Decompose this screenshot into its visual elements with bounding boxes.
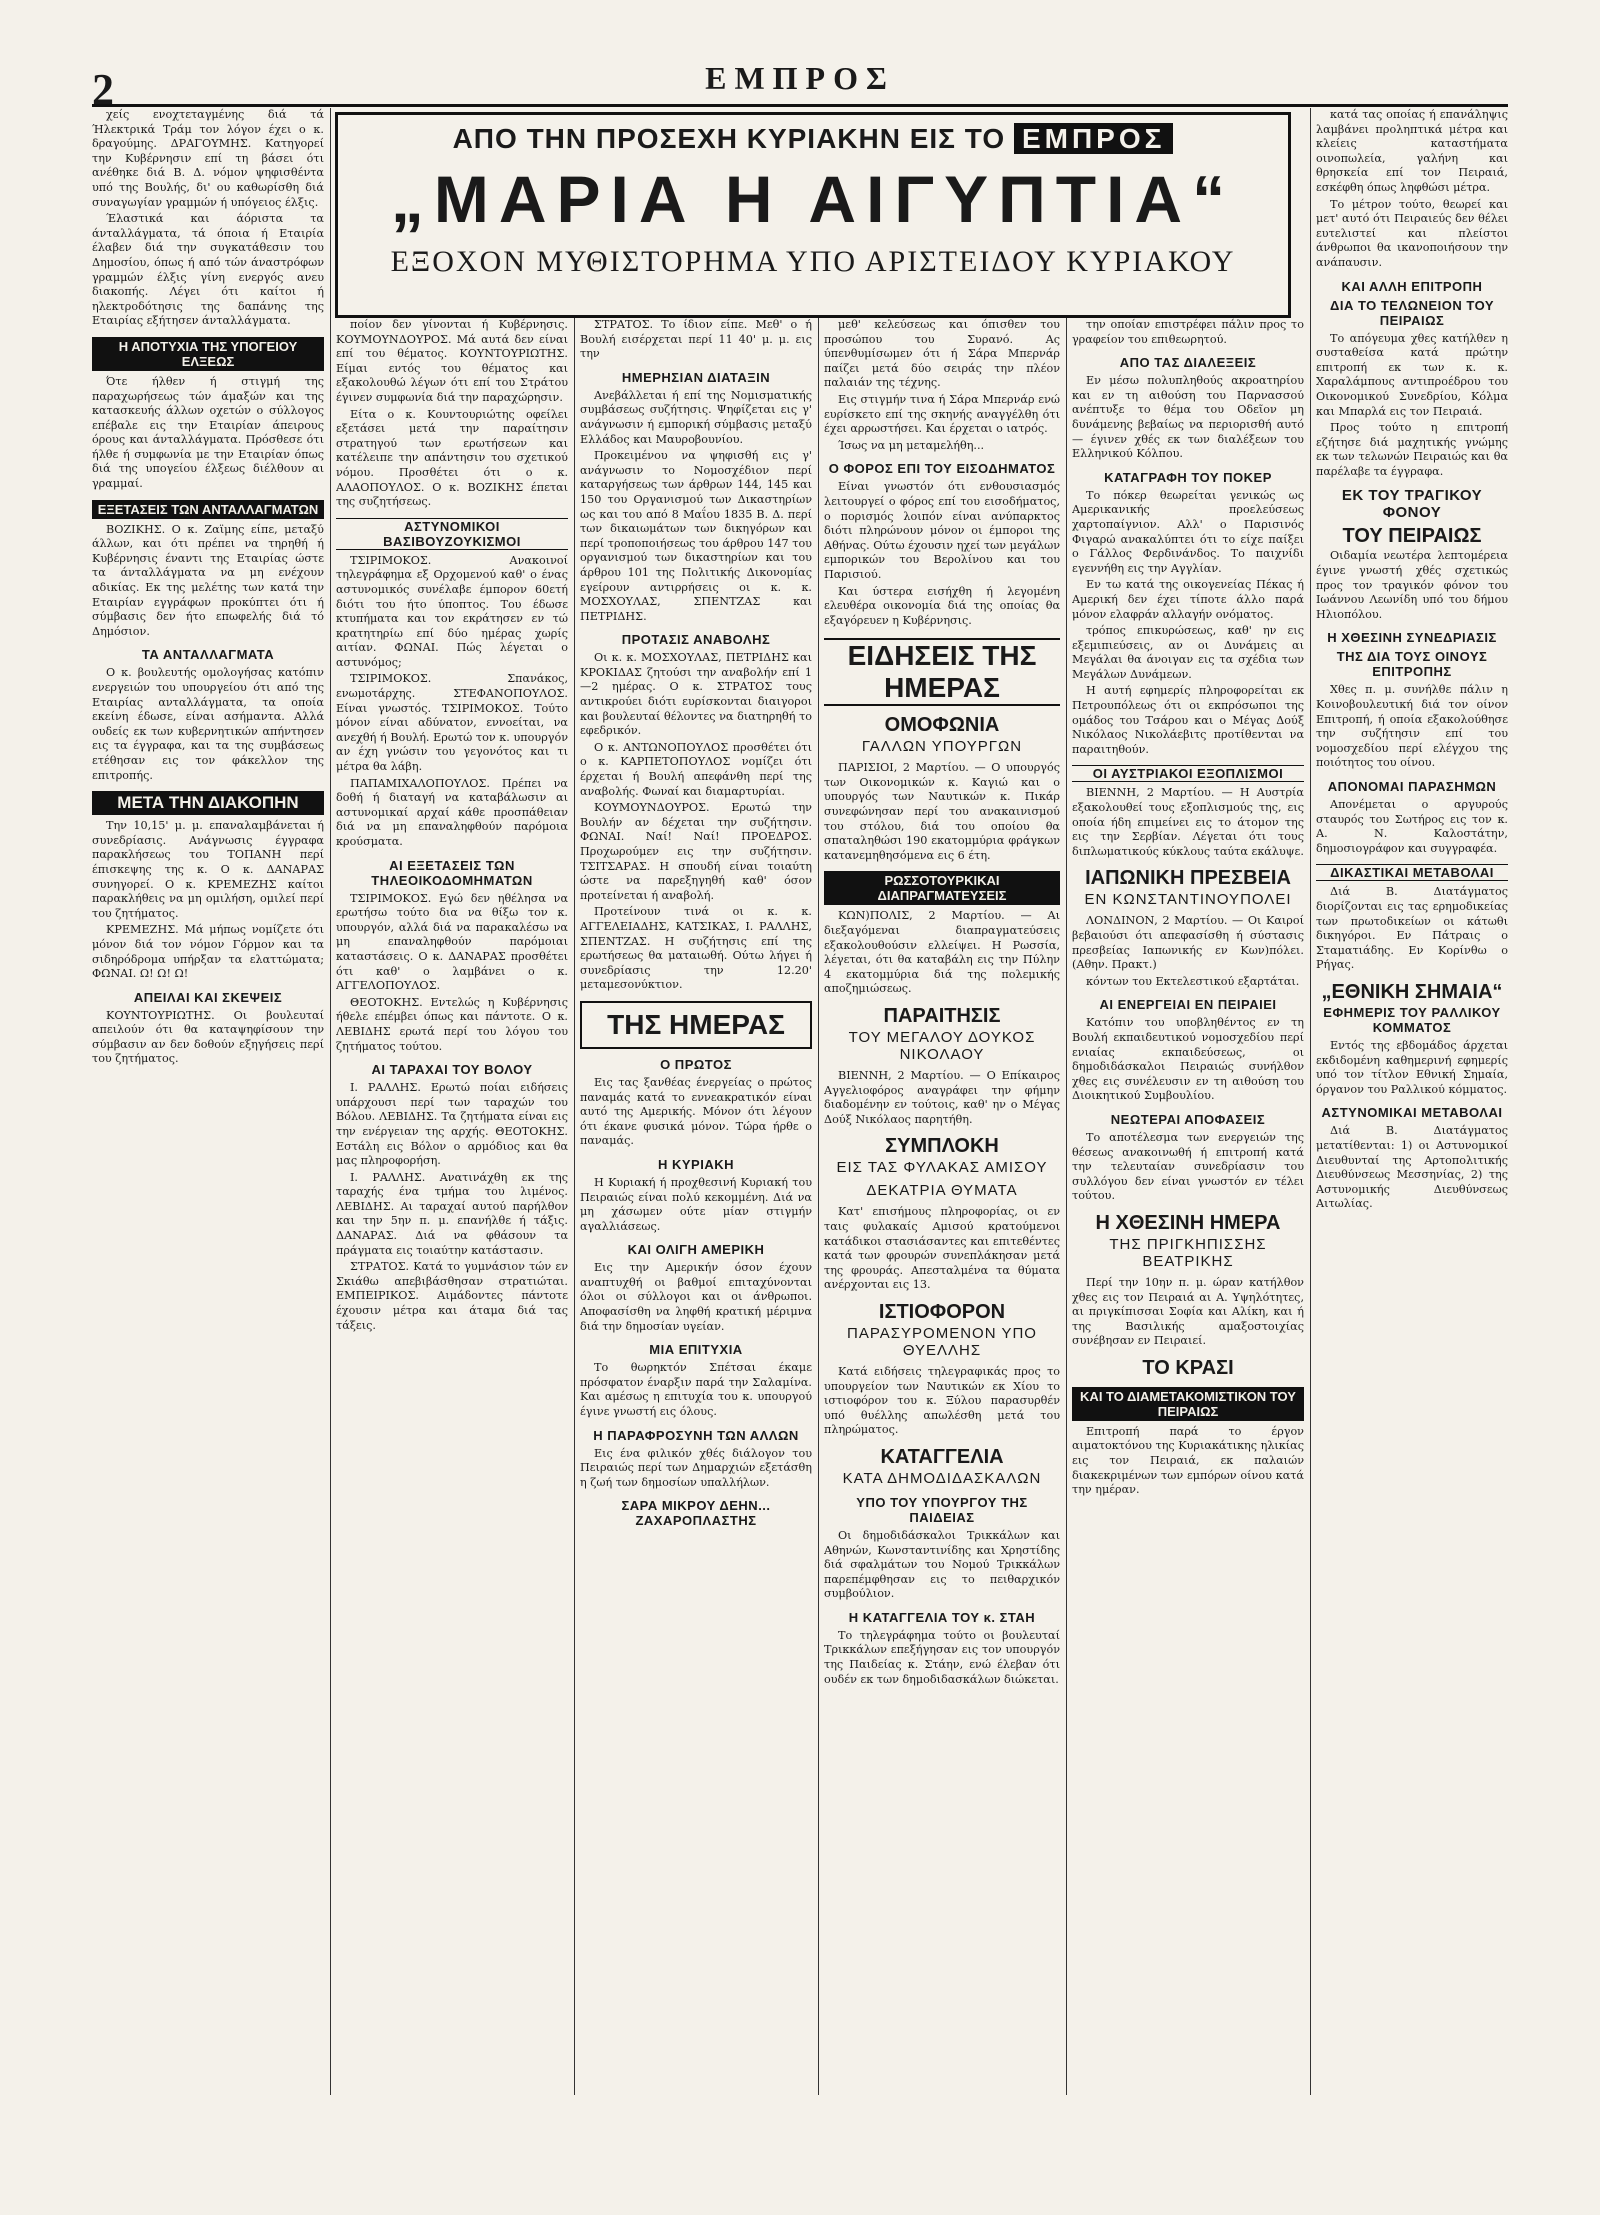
col2-paragraph: ΘΕΟΤΟΚΗΣ. Εντελώς η Κυβέρνησις ήθελε επέμβει όπως και πάντοτε. Ο κ. ΛΕΒΙΔΗΣ ερωτά περί του λόγου του ζητήματος τούτου. bbox=[336, 995, 568, 1053]
col5-paragraph: Κατόπιν του υποβληθέντος εν τη Βουλή εκπαιδευτικού νομοσχεδίου περί ενιαίας εκπαιδεύσεως, οι δημοδιδάσκαλοι Πειραιώς συνήλθον χθες εις συνέλευσιν εν τη αιθούση του Διοικητικού Συμβουλίου. bbox=[1072, 1016, 1304, 1103]
col6-heading: Η ΧΘΕΣΙΝΗ ΣΥΝΕΔΡΙΑΣΙΣ bbox=[1327, 630, 1497, 646]
col3-paragraph: Προκειμένου να ψηφισθή εις γ' ανάγνωσιν το Νομοσχέδιον περί καταργήσεως των άρθρων 144, 145 και 150 του Οργανισμού των Δικαστηρίων ως και του από 8 Μαΐου 1835 Β. Δ. περί των δικαιωμάτων των δικηγόρων και περί τροποποιήσεως του άρθρου 147 του οργανισμού των δικαστηρίων και του άρθρου 101 της Πολιτικής Δικονομίας εγείρουν αντιρρήσεις οι κ. κ. ΜΟΣΧΟΥΛΑΣ, ΣΠΕΝΤΖΑΣ και ΠΕΤΡΙΔΗΣ. bbox=[580, 449, 812, 623]
col2-paragraph: ΤΣΙΡΙΜΟΚΟΣ. Ανακοινοί τηλεγράφημα εξ Ορχομενού καθ' ο ένας αστυνομικός συνέλαβε έμπορον 60ετή διότι του ήτο ύποπτος. Του έδωσε κτυπήματα και τον εκράτησεν εν τώ κρατητηρίω επί δύο ημέρας χωρίς αιτίαν. ΦΩΝΑΙ. Πώς λέγεται ο αστυνόμος; bbox=[336, 553, 568, 669]
col5-paragraph: Το πόκερ θεωρείται γενικώς ως Αμερικανικής προελεύσεως χαρτοπαίγνιον. Αλλ' ο Παρισινός Φιγαρώ ανακαλύπτει ότι το είχε παίξει ο Γάλλος Φερδινάνδος. Το παιχνίδι εγεννήθη εις την Αγγλίαν. bbox=[1072, 488, 1304, 575]
col3-paragraph: ΣΤΡΑΤΟΣ. Το ίδιον είπε. Μεθ' ο ή Βουλή εισέρχεται περί 11 40' μ. μ. εις την bbox=[580, 318, 812, 361]
col1-heading: ΜΕΤΑ ΤΗΝ ΔΙΑΚΟΠΗΝ bbox=[92, 791, 324, 815]
col4-paragraph: μεθ' κελεύσεως και όπισθεν του προσώπου του Συρανό. Ας ύπενθυμίσωμεν ότι ή Σάρα Μπερνάρ παίζει μετά δύο σειράς την πλέον παλαιάν της τέχνης. bbox=[824, 318, 1060, 390]
col5-heading: ΚΑΤΑΓΡΑΦΗ ΤΟΥ ΠΟΚΕΡ bbox=[1104, 469, 1272, 485]
col4-paragraph: Οι δημοδιδάσκαλοι Τρικκάλων και Αθηνών, Κωνσταντινίδης και Χρηστίδης διά σφαλμάτων του Νομού Τρικκάλων παρεπέμφθησαν εις το πειθαρχικόν συμβούλιον. bbox=[824, 1528, 1060, 1601]
col4-paragraph: Κατ' επισήμους πληροφορίας, οι εν ταις φυλακαίς Αμισού κρατούμενοι κατάδικοι στασιάσαντες και επιτεθέντες κατά των φρουρών συνεπλάκησαν μετά της φρουράς. Απεσταλμένα τα θύματα ανέρχονται εις 13. bbox=[824, 1205, 1060, 1292]
col5-subheading: ΕΝ ΚΩΝΣΤΑΝΤΙΝΟΥΠΟΛΕΙ bbox=[1084, 891, 1292, 909]
col4-paragraph: ΠΑΡΙΣΙΟΙ, 2 Μαρτίου. — Ο υπουργός των Οικονομικών κ. Καγιώ και ο υπουργός των Ναυτικών κ. Πικάρ συνεφώνησαν περί του ανακαινισμού του στόλου, διά του οποίου θα σπαταληθώσι 190 εκατομμύρια φράγκων κατανεμηθησόμενα εις 6 έτη. bbox=[824, 761, 1060, 862]
col3-heading: ΜΙΑ ΕΠΙΤΥΧΙΑ bbox=[649, 1342, 743, 1358]
col4-paragraph: Είναι γνωστόν ότι ενθουσιασμός λειτουργεί ο φόρος επί του εισοδήματος, ο πορισμός λοιπόν είναι ανύπαρκτος διότι πληρώνουν μόνον οι έμποροι της Αθήνας. Ούτω έχουσιν ηχεί των μεγάλων εμπορικών του Βερολίνου και του Παρισιού. bbox=[824, 480, 1060, 581]
col4-heading: ΣΥΜΠΛΟΚΗ bbox=[885, 1135, 999, 1158]
col1-heading: ΤΑ ΑΝΤΑΛΛΑΓΜΑΤΑ bbox=[141, 647, 275, 663]
col2-paragraph: ΣΤΡΑΤΟΣ. Κατά το γυμνάσιον τών εν Σκιάθω απεβιβάσθησαν στρατιώται. ΕΜΠΕΙΡΙΚΟΣ. Αιμάδοντες πάντοτε έχουσιν μέτρα και άταμα διά τας τάξεις. bbox=[336, 1260, 568, 1332]
col6-paragraph: Εντός της εβδομάδος άρχεται εκδιδομένη καθημερινή εφημερίς υπό τον τίτλον Εθνική Σημαία, όργανον του Ραλλικού κόμματος. bbox=[1316, 1038, 1508, 1096]
column-4 bbox=[824, 318, 1060, 2085]
hemeras-box bbox=[580, 1001, 812, 1049]
col6-heading: ΚΑΙ ΑΛΛΗ ΕΠΙΤΡΟΠΗ bbox=[1341, 278, 1483, 294]
col6-heading: ΑΠΟΝΟΜΑΙ ΠΑΡΑΣΗΜΩΝ bbox=[1327, 779, 1497, 794]
column-2 bbox=[336, 318, 568, 2085]
col4-heading: Η ΚΑΤΑΓΓΕΛΙΑ ΤΟΥ κ. ΣΤΑΗ bbox=[848, 1609, 1036, 1625]
col5-paragraph: Περί την 10ην π. μ. ώραν κατήλθον χθες εις τον Πειραιά αι Α. Υψηλότητες, αι πριγκίπισσαι Σοφία και Αλίκη, και ή της Βασιλικής αμαξοστοιχίας συνέβησαν εν Πειραιεί. bbox=[1072, 1275, 1304, 1348]
masthead: ΕΜΠΡΟΣ bbox=[705, 60, 895, 96]
col3-paragraph: Ο κ. ΑΝΤΩΝΟΠΟΥΛΟΣ προσθέτει ότι ο κ. ΚΑΡΠΕΤΟΠΟΥΛΟΣ νομίζει ότι έρχεται ή Βουλή απεφάνθη περί της αναβολής. Φωναί και διαμαρτυρίαι. bbox=[580, 740, 812, 798]
column-3 bbox=[580, 318, 812, 2085]
col2-paragraph: Ι. ΡΑΛΛΗΣ. Ερωτώ ποίαι ειδήσεις υπάρχουσι περί των ταραχών του Βόλου. ΛΕΒΙΔΗΣ. Τα ζητήματα είναι εις την ενέργειαν της αρχής. ΘΕΟΤΟΚΗΣ. Εστάλη εις Βόλον ο αρμόδιος και θα μας πληροφορήση. bbox=[336, 1081, 568, 1168]
col4-heading: ΙΣΤΙΟΦΟΡΟΝ bbox=[878, 1300, 1006, 1323]
col4-heading: ΡΩΣΣΟΤΟΥΡΚΙΚΑΙ ΔΙΑΠΡΑΓΜΑΤΕΥΣΕΙΣ bbox=[824, 871, 1060, 905]
col4-subheading: ΠΑΡΑΣΥΡΟΜΕΝΟΝ ΥΠΟ ΘΥΕΛΛΗΣ bbox=[847, 1324, 1037, 1359]
col4-paragraph: ΒΙΕΝΝΗ, 2 Μαρτίου. — Ο Επίκαιρος Αγγελιοφόρος αναγράφει την φήμην διαδομένην εν τούτοις, καθ' ην ο Μέγας Δούξ Νικόλαος παρητήθη. bbox=[824, 1069, 1060, 1126]
col6-subheading: ΕΦΗΜΕΡΙΣ ΤΟΥ ΡΑΛΛΙΚΟΥ ΚΟΜΜΑΤΟΣ bbox=[1323, 1004, 1501, 1035]
col3-heading: ΚΑΙ ΟΛΙΓΗ ΑΜΕΡΙΚΗ bbox=[627, 1242, 765, 1258]
col1-intro: χείς ενοχτεταγμένης διά τά Ήλεκτρικά Τράμ τον λόγον έχει ο κ. δραγούμης. ΔΡΑΓΟΥΜΗΣ. Κατηγορεί την Κυβέρνησιν επί τη βάσει ότι ανέθηκε διά Β. Δ. νόμον ψηφισθέντα υπό της Βουλής, δι' ου καθωρίσθη διά συναγωγίαν γραμμών ή υπόγειος έλξις. bbox=[92, 108, 324, 209]
col6-heading: ΕΚ ΤΟΥ ΤΡΑΓΙΚΟΥ ΦΟΝΟΥ bbox=[1341, 487, 1483, 522]
col5-paragraph: ΛΟΝΔΙΝΟΝ, 2 Μαρτίου. — Οι Καιροί βεβαιούσι ότι απεφασίσθη ή σύστασις πρεσβείας Ιαπωνικής εν Κων)πόλει. (Αθην. Πρακτ.) bbox=[1072, 914, 1304, 972]
col1-paragraph: ΚΡΕΜΕΖΗΣ. Μά μήπως νομίζετε ότι μόνον διά τον νόμον Γόρμον και τα σιδηρόδρομα υπήρξαν τα ελαττώματα; ΦΩΝΑΙ. Ω! Ω! Ω! bbox=[92, 923, 324, 981]
col5-heading: ΙΑΠΩΝΙΚΗ ΠΡΕΣΒΕΙΑ bbox=[1085, 867, 1291, 890]
col6-paragraph: Απονέμεται ο αργυρούς σταυρός του Σωτήρος εις τον κ. Α. Ν. Καλοστάτην, δημοσιογράφον και συγγραφέα. bbox=[1316, 798, 1508, 855]
col5-heading: ΑΠΟ ΤΑΣ ΔΙΑΛΕΞΕΙΣ bbox=[1119, 355, 1257, 371]
col5-heading: ΤΟ ΚΡΑΣΙ bbox=[1142, 1356, 1234, 1379]
col4-paragraph: ΚΩΝ)ΠΟΛΙΣ, 2 Μαρτίου. — Αι διεξαγόμεναι διαπραγματεύσεις εξακολουθούσιν ελλείψει. Η Ρωσσία, λέγεται, ότι θα καταβάλη εις την Πύλην 4 εκατομμύρια διά της πολεμικής αποζημιώσεως. bbox=[824, 909, 1060, 996]
col6-paragraph: Διά Β. Διατάγματος διορίζονται εις τας ερημοδικείας των πρωτοδικείων οι κάτωθι δικηγόροι. Εν Πάτραις ο Σταματιάδης. Εν Κορίνθω ο Ρήγας. bbox=[1316, 885, 1508, 972]
col5-paragraph: την οποίαν επιστρέφει πάλιν προς το γραφείον του επιθεωρητού. bbox=[1072, 318, 1304, 346]
col6-paragraph: Χθες π. μ. συνήλθε πάλιν η Κοινοβουλευτική διά τον οίνον Επιτροπή, ή οποία εξακολούθησε την συζήτησιν επί του νομοσχεδίου περί ελέγχου της ποιότητος του οίνου. bbox=[1316, 683, 1508, 770]
col1-paragraph: Την 10,15' μ. μ. επαναλαμβάνεται ή συνεδρίασις. Ανάγνωσις έγγραφα παρακλήσεως του ΤΟΠΑΝΗ περί έπισκεψης της κ. Ο κ. ΔΑΝΑΡΑΣ συνηγορεί. Ο κ. ΚΡΕΜΕΖΗΣ καίτοι παρακλήθεις να μη ομιλήση, ομιλεί περί του ζητήματος. bbox=[92, 819, 324, 920]
advert-paper-name: ΕΜΠΡΟΣ bbox=[1014, 123, 1173, 154]
col6-heading: „ΕΘΝΙΚΗ ΣΗΜΑΙΑ“ bbox=[1321, 980, 1503, 1003]
col2-paragraph: Ι. ΡΑΛΛΗΣ. Ανατινάχθη εκ της ταραχής ένα τμήμα του λιμένος. ΛΕΒΙΔΗΣ. Αι ταραχαί αυτού παρήλθον και την 5ην π. μ. επανήλθε ή τάξις. ΔΑΝΑΡΑΣ. Διά να φθάσουν τα πράγματα εις τοιαύτην κατάστασιν. bbox=[336, 1170, 568, 1257]
column-5 bbox=[1072, 318, 1304, 2085]
col1-heading: ΑΠΕΙΛΑΙ ΚΑΙ ΣΚΕΨΕΙΣ bbox=[133, 989, 283, 1005]
col5-heading: ΝΕΩΤΕΡΑΙ ΑΠΟΦΑΣΕΙΣ bbox=[1110, 1111, 1266, 1127]
col4-subheading: ΓΑΛΛΩΝ ΥΠΟΥΡΓΩΝ bbox=[861, 738, 1023, 756]
col4-paragraph: Και ύστερα εισήχθη ή λεγομένη ελευθέρα οικονομία διά της οποίας θα εξαγόρευεν η Κυβέρνησις. bbox=[824, 584, 1060, 627]
col4-heading: ΚΑΤΑΓΓΕΛΙΑ bbox=[880, 1445, 1004, 1468]
col4-subheading: ΥΠΟ ΤΟΥ ΥΠΟΥΡΓΟΥ ΤΗΣ ΠΑΙΔΕΙΑΣ bbox=[856, 1494, 1028, 1525]
advert-line-pre: ΑΠΟ ΤΗΝ ΠΡΟΣΕΧΗ ΚΥΡΙΑΚΗΝ ΕΙΣ ΤΟ bbox=[452, 123, 1006, 154]
column-rule bbox=[1066, 318, 1067, 2095]
col6-heading: ΑΣΤΥΝΟΜΙΚΑΙ ΜΕΤΑΒΟΛΑΙ bbox=[1321, 1105, 1503, 1121]
col2-paragraph: ποίον δεν γίνονται ή Κυβέρνησις. ΚΟΥΜΟΥΝΔΟΥΡΟΣ. Μά αυτά δεν είναι επί του θέματος. ΚΟΥΝΤΟΥΡΙΩΤΗΣ. Είμαι εντός του θέματος και εξακολουθώ λέγων ότι επί του Στράτου έγινεν συμφωνία διά την παραχώρησιν. bbox=[336, 318, 568, 404]
column-rule bbox=[818, 318, 819, 2095]
col2-heading: ΑΣΤΥΝΟΜΙΚΟΙ ΒΑΣΙΒΟΥΖΟΥΚΙΣΜΟΙ bbox=[336, 518, 568, 550]
col5-paragraph: Επιτροπή παρά το έργον αιματοκτόνου της Κυριακάτικης ηλικίας εις τον Πειραιά, εκ παλαιών διακεκριμένων των εμπόρων οίνου κατά την ημέραν. bbox=[1072, 1424, 1304, 1497]
col1-paragraph: Ότε ήλθεν ή στιγμή της παραχωρήσεως τών άμαξών και της κατασκευής άλλων οχετών ο σύλλογος επέβαλε εις την Εταιρίαν άπειρους όρους και άνταλλάγματα. Πρόσθεσε ότι ήλθε ή συμφωνία με την Εταιρίαν όπως διά της υπογείου έλξεως διέλθουν αι γραμμαί. bbox=[92, 374, 324, 491]
col5-paragraph: τρόπος επικυρώσεως, καθ' ην εις εξεμιπιεύσεις, αν οι Δυνάμεις αι Μεγάλαι θα άνοιγαν εις τα σχέδια των Μεγάλων Δυνάμεων. bbox=[1072, 624, 1304, 681]
column-6 bbox=[1316, 108, 1508, 2085]
col3-paragraph: Το θωρηκτόν Σπέτσαι έκαμε πρόσφατον έναρξιν παρά την Σαλαμίνα. Και αμέσως η επιτυχία του κ. υπουργού έγινε γνωστή εις όλους. bbox=[580, 1361, 812, 1419]
page-number: 2 bbox=[92, 65, 114, 114]
col3-paragraph: Εις την Αμερικήν όσον έχουν αναπτυχθή οι βαθμοί επιταχύνονται όλοι οι σύλλογοι και οι άνθρωποι. Αποφασίσθη να ληφθή κρατική μέριμνα διά την δημοσίαν υγείαν. bbox=[580, 1261, 812, 1333]
col5-paragraph: Το αποτέλεσμα των ενεργειών της θέσεως ανακοινωθή ή επιτροπή κατά την τελευταίαν συνεδρίασιν του συλλόγου δεν είναι γνωστόν εν τέλει τούτου. bbox=[1072, 1130, 1304, 1203]
col4-paragraph: Ίσως να μη μεταμελήθη... bbox=[838, 438, 985, 452]
col2-paragraph: ΤΣΙΡΙΜΟΚΟΣ. Σπανάκος, ενωμοτάρχης. ΣΤΕΦΑΝΟΠΟΥΛΟΣ. Είναι γνωστός. ΤΣΙΡΙΜΟΚΟΣ. Τούτο μόνον είναι αδύνατον, εννοείται, να ανεχθή ή Βουλή. Ερωτώ τον κ. υπουργόν αν έχη γνώσιν του γεγονότος και τι μέτρα θα λάβη. bbox=[336, 672, 568, 774]
col3-heading: Η ΠΑΡΑΦΡΟΣΥΝΗ ΤΩΝ ΑΛΛΩΝ bbox=[593, 1427, 799, 1443]
col5-paragraph: ΒΙΕΝΝΗ, 2 Μαρτίου. — Η Αυστρία εξακολουθεί τους εξοπλισμούς της, εις οποία ήδη επιμείνει εις το άτομον της εις την Σερβίαν. Λέγεται ότι τους διπλωματικούς κύκλους ταύτα εκάλυψε. bbox=[1072, 786, 1304, 858]
col4-subheading: ΚΑΤΑ ΔΗΜΟΔΙΔΑΣΚΑΛΩΝ bbox=[842, 1469, 1042, 1487]
col6-paragraph: Το απόγευμα χθες κατήλθεν η συσταθείσα κατά πρώτην επιτροπή εκ των κ. κ. Χαραλάμπους αντιπροέδρου του Οικονομικού Συνεδρίου, Κόλμα και Μπαρλά εις τον Πειραιά. bbox=[1316, 331, 1508, 418]
col3-heading: Ο ΠΡΩΤΟΣ bbox=[660, 1056, 732, 1072]
col6-paragraph: Οιδαμία νεωτέρα λεπτομέρεια έγινε γνωστή χθές σχετικώς προς τον τραγικόν φόνον του Ιωάννου Λεωνίδη υπό του δήμου Ηλιοπόλου. bbox=[1316, 549, 1508, 621]
column-rule bbox=[330, 108, 331, 2095]
advert-line bbox=[338, 123, 1288, 155]
col6-paragraph: Το μέτρον τούτο, θεωρεί και μετ' αυτό ότι Πειραιεύς δεν θέλει ευτελιστεί και πλείστοι άνθρωποι θα ικανοποιήσουν την ανάπαυσιν. bbox=[1316, 197, 1508, 269]
serial-advert bbox=[335, 112, 1291, 318]
col2-paragraph: ΠΑΠΑΜΙΧΑΛΟΠΟΥΛΟΣ. Πρέπει να δοθή ή διαταγή να καταβάλωσιν αι αστυνομικαί αρχαί κάθε προσπάθειαν διά να μη επαναληφθούν παρόμοια κρούσματα. bbox=[336, 776, 568, 848]
col6-paragraph: Διά Β. Διατάγματος μετατίθενται: 1) οι Αστυνομικοί Διευθυνταί της Αρτοπολιτικής Διευθύνσεως Μεσσηνίας, 2) της Αστυνομικής Διευθύνσεως Αιτωλίας. bbox=[1316, 1124, 1508, 1211]
col2-heading: ΑΙ ΤΑΡΑΧΑΙ ΤΟΥ ΒΟΛΟΥ bbox=[371, 1062, 533, 1078]
col3-paragraph: ΚΟΥΜΟΥΝΔΟΥΡΟΣ. Ερωτώ την Βουλήν αν δέχεται την συζήτησιν. ΦΩΝΑΙ. Ναί! Ναί! ΠΡΟΕΔΡΟΣ. Προχωρούμεν εις την συζήτησιν. ΤΣΙΤΣΑΡΑΣ. Η σπουδή είναι τοιαύτη ώστε να παρεξηγηθή καθ' όσον προτείνεται ή αναβολή. bbox=[580, 801, 812, 902]
col5-subheading: ΚΑΙ ΤΟ ΔΙΑΜΕΤΑΚΟΜΙΣΤΙΚΟΝ ΤΟΥ ΠΕΙΡΑΙΩΣ bbox=[1072, 1387, 1304, 1421]
col6-subheading: ΔΙΑ ΤΟ ΤΕΛΩΝΕΙΟΝ ΤΟΥ ΠΕΙΡΑΙΩΣ bbox=[1329, 297, 1494, 328]
col1-paragraph: Έλαστικά και άόριστα τα άνταλλάγματα, τά όποια ή Εταιρία έλαβεν διά την συγκατάθεσιν του Δημοσίου, όπως ή από τών άναστρόφων γραμμών έλξις γίνη ενεργός ανευ διακοπής. Λέγει ότι καίτοι ή ηλεκτροδότησις της δαπάνης της Εταιρίας εξήτησεν άνταλλάγματα. bbox=[92, 212, 324, 328]
col5-paragraph: Εν τω κατά της οικογενείας Πέκας ή Αμερική δεν έχει τίποτε άλλο παρά μόνον ελαφράν αλλαγήν ονόματος. bbox=[1072, 578, 1304, 621]
col6-subheading: ΤΗΣ ΔΙΑ ΤΟΥΣ ΟΙΝΟΥΣ ΕΠΙΤΡΟΠΗΣ bbox=[1336, 649, 1488, 680]
col3-heading: ΠΡΟΤΑΣΙΣ ΑΝΑΒΟΛΗΣ bbox=[621, 632, 771, 648]
col5-paragraph: κόντων του Εκτελεστικού εξαρτάται. bbox=[1086, 974, 1300, 988]
col3-heading: ΣΑΡΑ ΜΙΚΡΟΥ ΔΕΗΝ... ΖΑΧΑΡΟΠΛΑΣΤΗΣ bbox=[621, 1498, 771, 1529]
col1-paragraph: ΚΟΥΝΤΟΥΡΙΩΤΗΣ. Οι βουλευταί απειλούν ότι θα καταψηφίσουν την σύμβασιν αν δεν δοθούν εξηγήσεις περί του ζητήματος. bbox=[92, 1008, 324, 1066]
col3-paragraph: Η Κυριακή ή προχθεσινή Κυριακή του Πειραιώς είναι πολύ κεκομμένη. Διά να μη χάσωμεν ούτε μίαν στιγμήν αγαλλιάσεως. bbox=[580, 1175, 812, 1233]
advert-title: „ΜΑΡΙΑ Η ΑΙΓΥΠΤΙΑ“ bbox=[390, 162, 1236, 236]
col5-heading: Η ΧΘΕΣΙΝΗ ΗΜΕΡΑ bbox=[1095, 1211, 1281, 1234]
col3-paragraph: Εις ένα φιλικόν χθές διάλογον του Πειραιώς περί των Δημαρχιών εξετάσθη η ζωή των δημοσίων υπαλλήλων. bbox=[580, 1446, 812, 1489]
col1-paragraph: ΒΟΖΙΚΗΣ. Ο κ. Ζαϊμης είπε, μεταξύ άλλων, και ότι πρέπει να τηρηθή ή Κυβέρνησις έναντι της Εταιρίας ώστε τα άνταλλάγματα να μη ενέχουν αδικίας. Εκ της μελέτης των κατά την Εταιρίαν εγγράφων προκύπτει ότι ή σύμβασις δεν ήτο επωφελής διά τό Δημόσιον. bbox=[92, 522, 324, 638]
col5-subheading: ΤΗΣ ΠΡΙΓΚΗΠΙΣΣΗΣ ΒΕΑΤΡΙΚΗΣ bbox=[1109, 1235, 1267, 1270]
col1-heading: Η ΑΠΟΤΥΧΙΑ ΤΗΣ ΥΠΟΓΕΙΟΥ ΕΛΞΕΩΣ bbox=[92, 337, 324, 371]
col6-subheading: ΤΟΥ ΠΕΙΡΑΙΩΣ bbox=[1342, 525, 1482, 548]
col6-paragraph: Προς τούτο η επιτροπή εζήτησε διά μαχητικής γνώμης εκ των τελωνών Πειραιώς και θα παρέλαβε τα έγγραφα. bbox=[1316, 421, 1508, 478]
col4-heading: ΠΑΡΑΙΤΗΣΙΣ bbox=[883, 1005, 1001, 1027]
advert-subtitle: ΕΞΟΧΟΝ ΜΥΘΙΣΤΟΡΗΜΑ ΥΠΟ ΑΡΙΣΤΕΙΔΟΥ ΚΥΡΙΑΚΟΥ bbox=[390, 245, 1236, 278]
col5-paragraph: Εν μέσω πολυπληθούς ακροατηρίου και εν τη αιθούση του Παρνασσού ανέπτυξε το θέμα του Οδεῖον μη δυνάμενης βεβαίως να περιορισθή αυτό— έγινεν χθές εκ των διαλέξεων του Ελληνικού Κόλπου. bbox=[1072, 374, 1304, 461]
col3-paragraph: Εις τας ξανθέας ένεργείας ο πρώτος παναμάς κατά το εννεακρατικόν είναι αυτό της Αμερικής. Μόνον ότι λέγουν ότι έκανε φυσικά μόνον. Τώρα ήρθε ο παναμάς. bbox=[580, 1075, 812, 1148]
col3-heading: ΗΜΕΡΗΣΙΑΝ ΔΙΑΤΑΞΙΝ bbox=[621, 369, 771, 385]
col3-paragraph: Προτείνουν τινά οι κ. κ. ΑΓΓΕΛΕΙΑΔΗΣ, ΚΑΤΣΙΚΑΣ, Ι. ΡΑΛΛΗΣ, ΣΠΕΝΤΖΑΣ. Η συζήτησις επί της ερωτήσεως θα ματαιωθή. Ούτω λήγει ή συνεδρίασις την 12.20' μεταμεσονύκτιον. bbox=[580, 905, 812, 992]
col4-paragraph: Εις στιγμήν τινα ή Σάρα Μπερνάρ ενώ ευρίσκετο επί της σκηνής αναγγέλθη ότι έχει αρρωστήσει. Και έρχεται ο ιατρός. bbox=[824, 392, 1060, 436]
col5-heading: ΟΙ ΑΥΣΤΡΙΑΚΟΙ ΕΞΟΠΛΙΣΜΟΙ bbox=[1072, 765, 1304, 782]
col4-subheading: ΔΕΚΑΤΡΙΑ ΘΥΜΑΤΑ bbox=[866, 1182, 1018, 1200]
col2-paragraph: ΤΣΙΡΙΜΟΚΟΣ. Εγώ δεν ηθέλησα να ερωτήσω τούτο δια να θίξω τον κ. υπουργόν, αλλά διά να παρακαλέσω να μη επαναληφθούν παρόμοιαι καταστάσεις. Ο κ. ΔΑΝΑΡΑΣ προσθέτει ότι καθ' ο λαμβάνει ο κ. ΑΓΓΕΛΟΠΟΥΛΟΣ. bbox=[336, 891, 568, 993]
col4-subheading: ΕΙΣ ΤΑΣ ΦΥΛΑΚΑΣ ΑΜΙΣΟΥ bbox=[836, 1159, 1048, 1177]
col3-heading: Η ΚΥΡΙΑΚΗ bbox=[657, 1156, 734, 1172]
col4-paragraph: Κατά ειδήσεις τηλεγραφικάς προς το υπουργείον των Ναυτικών εκ Χίου το ιστιοφόρον του κ. Ξύλου παρασυρθέν υπό θυέλλης απωλέσθη μετά του πληρώματος. bbox=[824, 1364, 1060, 1437]
news-of-day-banner: ΕΙΔΗΣΕΙΣ ΤΗΣ ΗΜΕΡΑΣ bbox=[824, 638, 1060, 706]
column-1 bbox=[92, 108, 324, 2085]
col2-paragraph: Είτα ο κ. Κουντουριώτης οφείλει εξετάσει μετά την παραίτησιν στρατηγού των ερωτήσεων και κατέλειπε την απάντησιν του σχετικού νόμου. Προσθέτει ότι ο κ. ΑΛΑΟΠΟΥΛΟΣ. Ο κ. ΒΟΖΙΚΗΣ έπεται της συζητήσεως. bbox=[336, 407, 568, 509]
col3-paragraph: Οι κ. κ. ΜΟΣΧΟΥΛΑΣ, ΠΕΤΡΙΔΗΣ και ΚΡΟΚΙΔΑΣ ζητούσι την αναβολήν επί 1—2 ημέρας. Ο κ. ΣΤΡΑΤΟΣ τους αντικρούει διότι ευρίσκονται διαιγοροι και βουλευταί θέλοντες να διατηρηθή το εφεδρικόν. bbox=[580, 651, 812, 738]
col1-paragraph: Ο κ. βουλευτής ομολογήσας κατόπιν ενεργειών του υπουργείου ότι από της Εταιρίας ανταλλάγματα, τα οποία εκείνη έδωσε, είναι ασήμαντα. Αλλά ουδείς εκ των κυβερνητικών απήντησεν εις τα έγγραφα, και τα της συμβάσεως ετέθησαν εις τον φάκελλον της επιτροπής. bbox=[92, 666, 324, 782]
col5-paragraph: Η αυτή εφημερίς πληροφορείται εκ Πετρουπόλεως ότι οι εκπρόσωποι της ομάδος του Τσάρου και ο Μέγας Δούξ Νικόλαος Νικολάεβιτς προτίθενται να παραιτηθούν. bbox=[1072, 684, 1304, 756]
col4-subheading: ΤΟΥ ΜΕΓΑΛΟΥ ΔΟΥΚΟΣ ΝΙΚΟΛΑΟΥ bbox=[848, 1029, 1036, 1063]
hemeras-title: ΤΗΣ ΗΜΕΡΑΣ bbox=[607, 1008, 785, 1040]
col6-heading: ΔΙΚΑΣΤΙΚΑΙ ΜΕΤΑΒΟΛΑΙ bbox=[1316, 864, 1508, 881]
top-rule bbox=[92, 104, 1508, 107]
col3-paragraph: Ανεβάλλεται ή επί της Νομισματικής συμβάσεως συζήτησις. Ψηφίζεται εις γ' ανάγνωσιν ή εμπορική σύμβασις μεταξύ Ελλάδος και Μαυροβουνίου. bbox=[580, 388, 812, 446]
col4-paragraph: Το τηλεγράφημα τούτο οι βουλευταί Τρικκάλων επεξήγησαν εις τον υπουργόν της Παιδείας κ. Στάην, ενώ έλεβαν ότι ουδέν εκ των δημοδιδασκάλων διώκεται. bbox=[824, 1628, 1060, 1686]
column-rule bbox=[574, 318, 575, 2095]
col1-heading: ΕΞΕΤΑΣΕΙΣ ΤΩΝ ΑΝΤΑΛΛΑΓΜΑΤΩΝ bbox=[92, 500, 324, 519]
column-rule bbox=[1310, 108, 1311, 2095]
col6-paragraph: κατά τας οποίας ή επανάληψις λαμβάνει προληπτικά μέτρα και κλείεις καταστήματα οινοπωλεία, γαλήνη και θρησκεία επί τον Πειραιά, εσκέφθη όπως ληφθώσι μέτρα. bbox=[1316, 108, 1508, 194]
col2-heading: ΑΙ ΕΞΕΤΑΣΕΙΣ ΤΩΝ ΤΗΛΕΟΙΚΟΔΟΜΗΜΑΤΩΝ bbox=[371, 857, 533, 888]
col4-heading: ΟΜΟΦΩΝΙΑ bbox=[884, 714, 1000, 737]
col4-heading: Ο ΦΟΡΟΣ ΕΠΙ ΤΟΥ ΕΙΣΟΔΗΜΑΤΟΣ bbox=[828, 461, 1056, 477]
col5-heading: ΑΙ ΕΝΕΡΓΕΙΑΙ ΕΝ ΠΕΙΡΑΙΕΙ bbox=[1099, 997, 1277, 1013]
